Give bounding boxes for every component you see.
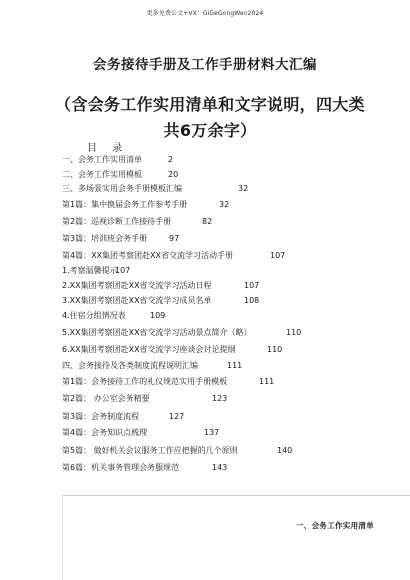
- toc-entry-page: 127: [169, 412, 185, 421]
- toc-heading: 目 录: [87, 143, 129, 154]
- toc-entry: [62, 326, 302, 340]
- toc-entry: [62, 309, 166, 323]
- toc-entry-page: 143: [212, 463, 228, 472]
- toc-entry-page: 109: [150, 311, 166, 320]
- toc-entry: [62, 444, 293, 458]
- toc-entry-text: 6.XX集团考察团赴XX省交流学习座谈会讨论提纲: [62, 345, 236, 354]
- toc-entry: [62, 294, 260, 308]
- toc-entry-page: 140: [277, 446, 293, 455]
- toc-entry: [62, 153, 174, 167]
- toc-entry-text: 二、会务工作实用模板: [62, 169, 142, 179]
- toc-entry-page: 2: [168, 155, 174, 164]
- toc-entry-text: 3.XX集团考察团赴XX省交流学习成员名单: [62, 296, 212, 305]
- toc-entry-page: 110: [267, 345, 283, 354]
- toc-entry: [62, 168, 179, 182]
- toc-entry-page: 107: [115, 266, 131, 275]
- toc-entry-text: 三、多场景实用会务手册模板汇编: [62, 184, 182, 193]
- toc-entry: [62, 343, 283, 357]
- toc-entry: [62, 232, 180, 246]
- page-edge-line: [62, 495, 63, 580]
- toc-entry-text: 第2篇： 办公室会务精要: [62, 394, 150, 403]
- toc-entry-text: 第1篇：集中换届会务工作参考手册: [62, 200, 188, 209]
- toc-entry-text: 第5篇： 做好机关会议服务工作应把握的几个原则: [62, 446, 238, 455]
- toc-entry-text: 第4篇：XX集团考察团赴XX省交流学习活动手册: [62, 251, 234, 260]
- header-note: 更多免费公文+VX：GiGeGongWen2024: [146, 10, 264, 17]
- toc-entry-page: 32: [219, 200, 230, 209]
- toc-entry-text: 4.住宿分组情况表: [62, 311, 126, 320]
- toc-entry: [62, 426, 220, 440]
- toc-entry-text: 第6篇：机关事务管理会务服规范: [62, 463, 180, 472]
- toc-entry: [62, 182, 249, 196]
- toc-entry-page: 82: [202, 217, 213, 226]
- toc-entry-text: 一、会务工作实用清单: [62, 155, 142, 164]
- toc-entry-page: 137: [204, 428, 220, 437]
- toc-entry-text: 第2篇：巡视诊断工作接待手册: [62, 217, 172, 226]
- document-title: 会务接待手册及工作手册材料大汇编: [93, 57, 317, 73]
- toc-entry-page: 111: [259, 377, 275, 386]
- next-section-heading: 一、会务工作实用清单: [296, 521, 374, 530]
- page-break-divider: [62, 495, 410, 496]
- toc-entry: [62, 215, 213, 229]
- toc-entry-page: 20: [168, 169, 179, 179]
- toc-entry: [62, 359, 243, 373]
- toc-entry: [62, 461, 228, 475]
- toc-entry: [62, 279, 260, 293]
- toc-entry-text: 5.XX集团考察团赴XX省交流学习活动景点简介（略）: [62, 328, 252, 337]
- toc-entry-page: 97: [169, 234, 180, 243]
- toc-entry: [62, 264, 131, 278]
- toc-entry-text: 四、会务接待及各类制度流程说明汇编: [62, 361, 198, 370]
- toc-entry: [62, 392, 228, 406]
- toc-entry-page: 123: [212, 394, 228, 403]
- toc-entry-text: 第4篇：会务知识点梳理: [62, 428, 148, 437]
- document-subtitle: （含会务工作实用清单和文字说明，四大类共6万余字）: [55, 95, 365, 140]
- toc-entry-page: 108: [244, 296, 260, 305]
- toc-entry: [62, 249, 286, 263]
- toc-entry-text: 1.考察温馨提示: [62, 266, 118, 275]
- toc-entry-page: 110: [286, 328, 302, 337]
- toc-entry: [62, 198, 230, 212]
- toc-entry-text: 第3篇：培训班会务手册: [62, 234, 148, 243]
- toc-entry-page: 32: [238, 184, 249, 193]
- toc-entry-page: 111: [227, 361, 243, 370]
- toc-entry-text: 第3篇：会务制度流程: [62, 412, 140, 421]
- toc-entry: [62, 410, 185, 424]
- toc-entry-page: 107: [244, 281, 260, 290]
- toc-entry-page: 107: [270, 251, 286, 260]
- toc-entry-text: 2.XX集团考察团赴XX省交流学习活动日程: [62, 281, 212, 290]
- toc-entry: [62, 375, 275, 389]
- toc-entry-text: 第1篇：会务接待工作的礼仪规范实用手册模板: [62, 377, 228, 386]
